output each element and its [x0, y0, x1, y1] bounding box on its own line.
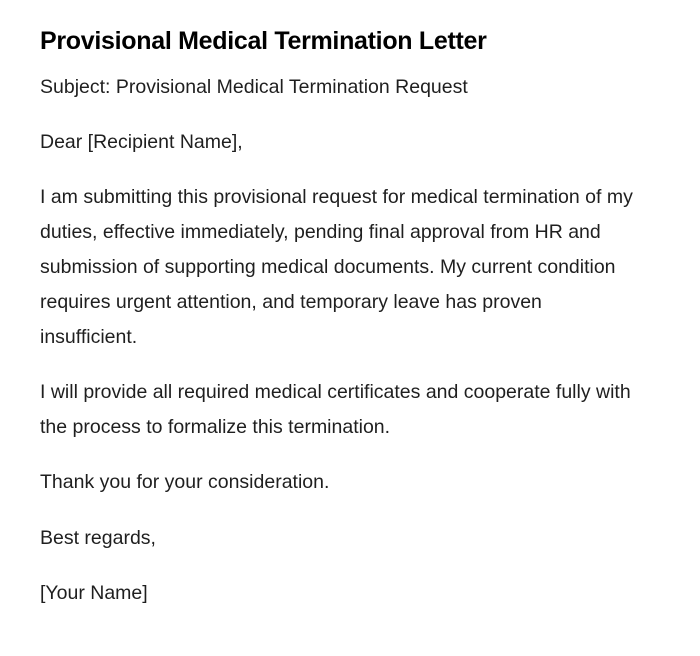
letter-body-paragraph-1: I am submitting this provisional request for medical termination of my duties, effective immediately, pending final approval from HR and submission of supporting medical documents. My current condition requires urgent attention, and temporary leave has proven insufficient. — [40, 186, 633, 348]
letter-document — [40, 24, 640, 611]
letter-closing: Best regards, — [40, 527, 156, 549]
letter-title: Provisional Medical Termination Letter — [40, 27, 487, 55]
letter-greeting: Dear [Recipient Name], — [40, 131, 243, 153]
letter-subject: Subject: Provisional Medical Termination Request — [40, 76, 468, 98]
letter-body-paragraph-2: I will provide all required medical certificates and cooperate fully with the process to formalize this termination. — [40, 381, 631, 438]
letter-thanks: Thank you for your consideration. — [40, 471, 330, 493]
letter-signature: [Your Name] — [40, 582, 148, 604]
